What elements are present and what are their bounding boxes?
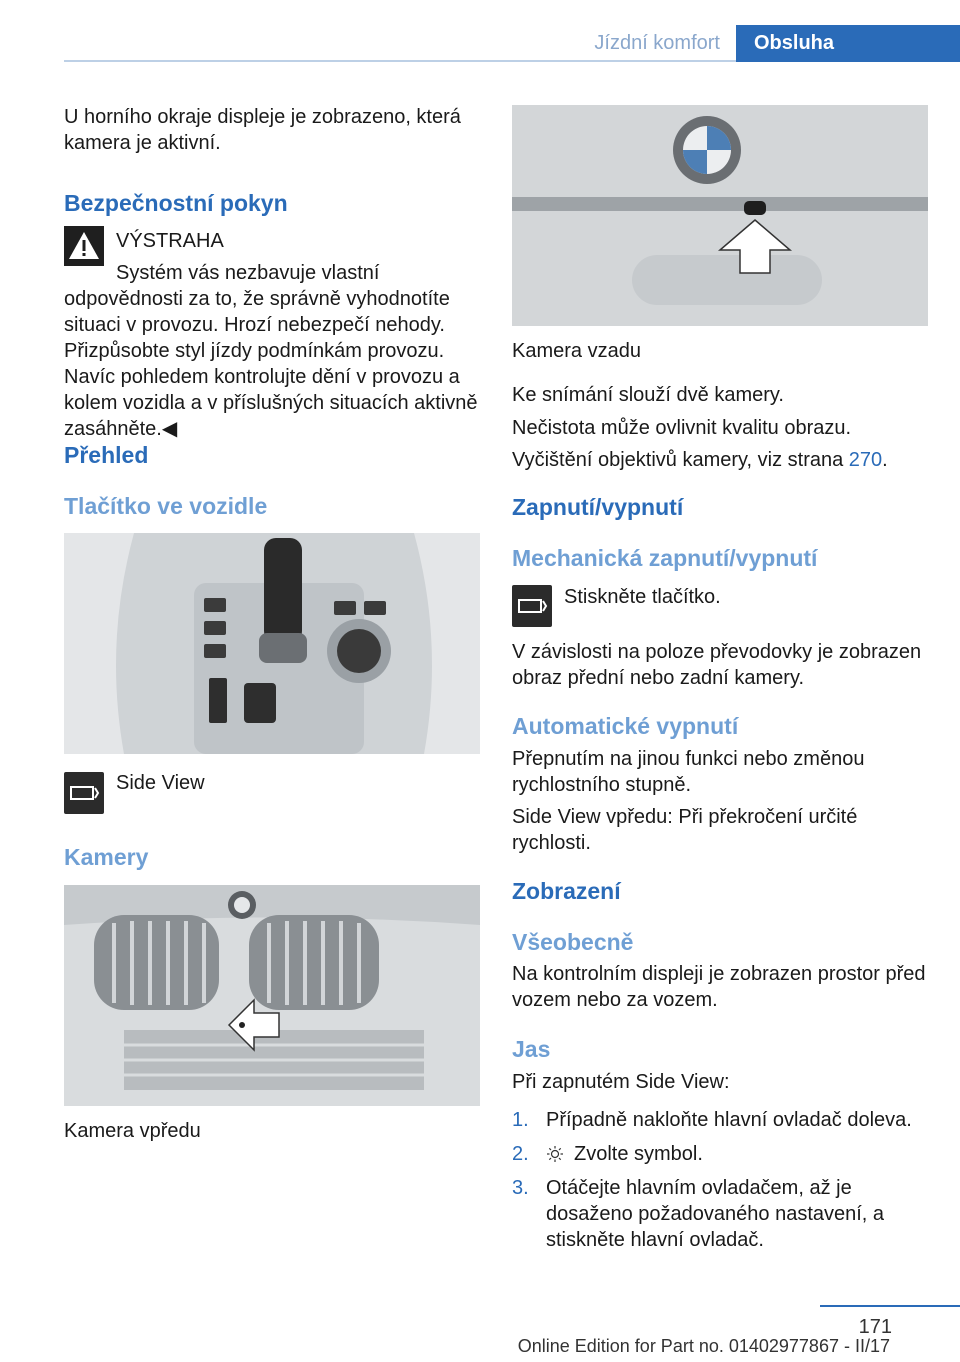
side-view-button-icon [64, 772, 104, 814]
footer-rule [820, 1305, 960, 1307]
rear-camera-caption: Kamera vzadu [512, 340, 641, 362]
auto-off-heading: Automatické vypnutí [512, 713, 739, 739]
header-section-tab[interactable]: Jízdní komfort [594, 32, 720, 54]
cleaning-text: Vyčištění objektivů kamery, viz strana 270. [512, 449, 888, 471]
onoff-heading: Zapnutí/vypnutí [512, 494, 684, 520]
list-item [512, 1175, 932, 1253]
brightness-sun-icon [546, 1141, 574, 1167]
warning-text: Systém vás nezbavuje vlastní odpovědnosti za to, že správně vyhodnotíte situaci v provozu. Hrozí nebezpečí nehody. Přizpůsobte styl jízdy podmínkám provozu. Navíc pohledem kontrolujte dění v provozu a kolem vozidla a v příslušných situacích aktivně zasáhněte.◀ [64, 262, 478, 440]
gear-position-text: V závislosti na poloze převodovky je zobrazen obraz přední nebo zadní kamery. [512, 641, 922, 689]
safety-heading: Bezpečnostní pokyn [64, 190, 288, 216]
list-item-text: Otáčejte hlavním ovladačem, až je dosaženo požadovaného nastavení, a stiskněte hlavní ovladač. [546, 1177, 885, 1251]
brightness-intro: Při zapnutém Side View: [512, 1071, 730, 1093]
edition-note: Online Edition for Part no. 01402977867 - II/17 [517, 1336, 890, 1356]
console-photo [64, 533, 480, 754]
list-item-number: 2. [512, 1143, 529, 1165]
camera-button-icon [512, 585, 552, 627]
intro-paragraph: U horního okraje displeje je zobrazeno, která kamera je aktivní. [64, 106, 461, 154]
press-button-text: Stiskněte tlačítko. [564, 586, 721, 608]
front-camera-caption: Kamera vpředu [64, 1120, 201, 1142]
list-item-number: 3. [512, 1177, 529, 1199]
brightness-heading: Jas [512, 1036, 551, 1062]
list-item [512, 1141, 932, 1167]
brightness-steps [512, 1107, 932, 1253]
dirt-text: Nečistota může ovlivnit kvalitu obrazu. [512, 417, 852, 439]
button-heading: Tlačítko ve vozidle [64, 493, 268, 519]
page-link[interactable]: 270 [848, 449, 883, 471]
list-item-number: 1. [512, 1109, 529, 1131]
overview-heading: Přehled [64, 442, 149, 468]
cameras-count-text: Ke snímání slouží dvě kamery. [512, 384, 784, 406]
list-item-text: Zvolte symbol. [574, 1143, 703, 1165]
page-number: 171 [858, 1316, 892, 1338]
general-text: Na kontrolním displeji je zobrazen prostor před vozem nebo za vozem. [512, 963, 926, 1011]
sideview-front-text: Side View vpředu: Při překročení určité rychlosti. [512, 806, 858, 854]
list-item [512, 1107, 932, 1133]
side-view-label: Side View [116, 772, 205, 794]
auto-off-text: Přepnutím na jinou funkci nebo změnou rychlostního stupně. [512, 748, 865, 796]
warning-title: VÝSTRAHA [116, 230, 224, 252]
general-heading: Všeobecně [512, 929, 634, 955]
rear-camera-photo [512, 105, 928, 326]
header-chapter-tab[interactable]: Obsluha [736, 25, 960, 62]
cameras-heading: Kamery [64, 844, 149, 870]
mech-heading: Mechanická zapnutí/vypnutí [512, 545, 818, 571]
display-heading: Zobrazení [512, 878, 621, 904]
front-camera-photo [64, 885, 480, 1106]
list-item-text: Případně nakloňte hlavní ovladač doleva. [546, 1109, 912, 1131]
